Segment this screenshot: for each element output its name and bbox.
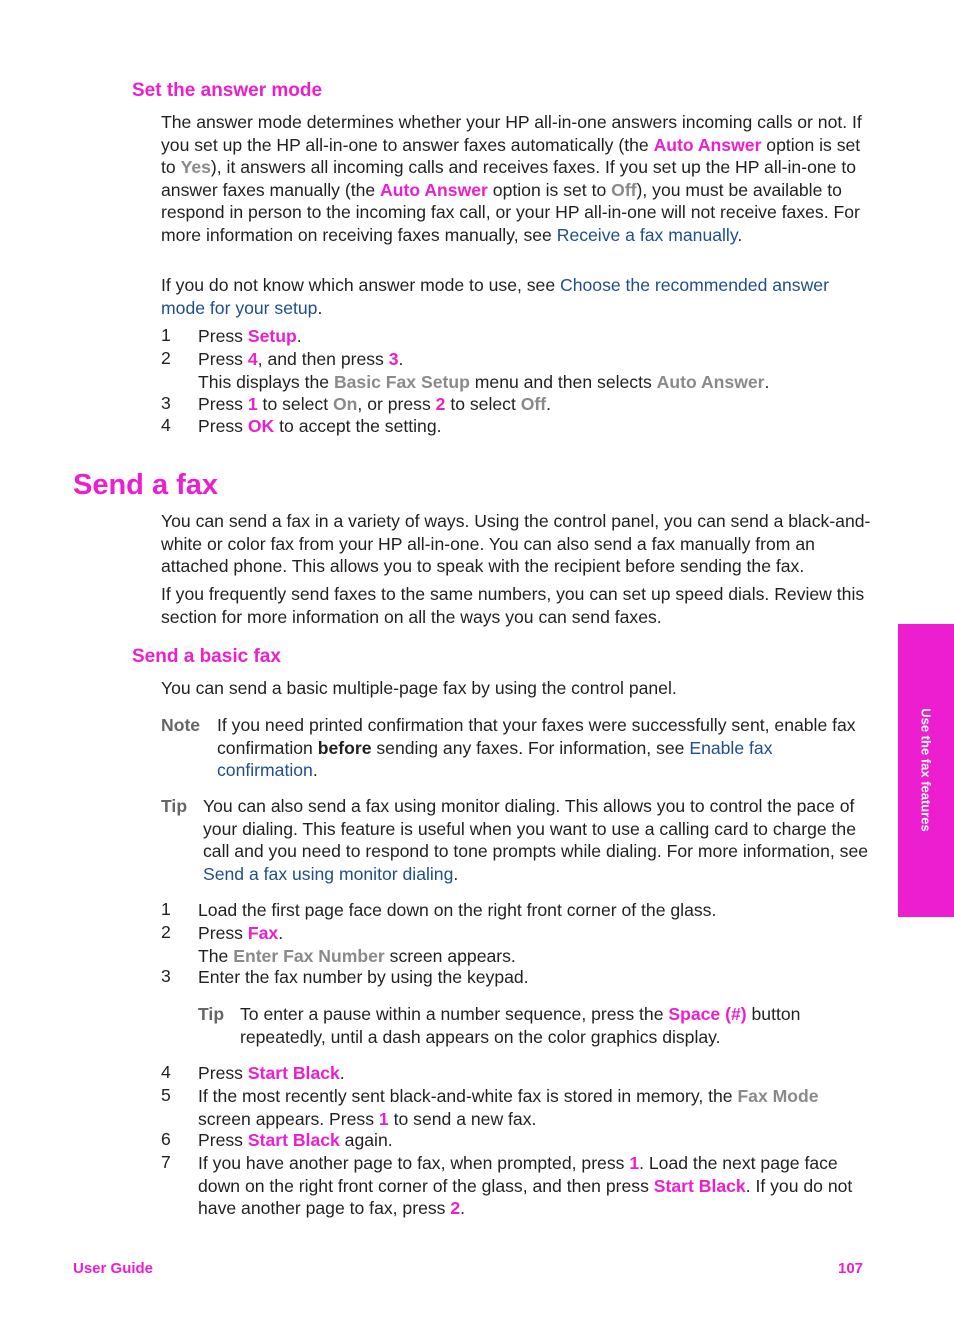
fax-button-term: Fax xyxy=(247,923,279,943)
tip-text xyxy=(240,1003,860,1048)
text: Press xyxy=(198,923,248,943)
text: , or press xyxy=(357,394,436,414)
screen-term: Enter Fax Number xyxy=(233,945,385,966)
text: If you need printed confirmation that your faxes were successfully sent, enable fax confirmation xyxy=(217,715,856,758)
text: If you do not know which answer mode to use, see xyxy=(161,275,561,295)
text: This displays the xyxy=(198,371,334,392)
step-text xyxy=(198,348,870,393)
heading-send-a-fax: Send a fax xyxy=(73,469,219,501)
send-fax-paragraph-1: You can send a fax in a variety of ways. Using the control panel, you can send a black-and-white or color fax from your HP all-in-one. You can also send a fax manually from an attached phone. This allows you to speak with the recipient before sending the fax. xyxy=(161,511,871,577)
text: The xyxy=(198,945,234,966)
text: . xyxy=(764,371,770,392)
step-text xyxy=(198,922,870,967)
option-term: Off xyxy=(520,394,547,414)
side-tab xyxy=(898,624,954,917)
text: . xyxy=(453,863,459,884)
text: . xyxy=(737,224,743,245)
text: Press xyxy=(198,326,248,346)
text: to select xyxy=(445,394,521,414)
space-button-term: Space (#) xyxy=(668,1004,747,1024)
step-text xyxy=(198,415,870,438)
text: ), you must be available to respond in person to the incoming fax call, or your HP all-in-one will not receive faxes. For more information on receiving faxes manually, see xyxy=(161,179,860,245)
text: . xyxy=(460,1198,466,1219)
text: Press xyxy=(198,349,248,369)
step-text xyxy=(198,393,870,416)
text: screen appears. xyxy=(384,945,516,966)
emphasis: before xyxy=(317,737,372,758)
text: . If you do not have another page to fax, press xyxy=(198,1175,853,1219)
text: to accept the setting. xyxy=(274,416,442,436)
side-tab-label: Use the fax features xyxy=(918,708,934,832)
step-number: 3 xyxy=(161,966,171,986)
option-term: On xyxy=(332,394,358,414)
basic-fax-intro: You can send a basic multiple-page fax by using the control panel. xyxy=(161,678,677,698)
text: . xyxy=(546,394,552,414)
step-number: 1 xyxy=(161,325,171,345)
text: . xyxy=(296,326,302,346)
step-number: 6 xyxy=(161,1129,171,1149)
auto-answer-term: Auto Answer xyxy=(380,179,488,200)
text: . xyxy=(278,923,284,943)
text: If you have another page to fax, when prompted, press xyxy=(198,1153,630,1173)
text: Press xyxy=(198,416,248,436)
answer-mode-paragraph xyxy=(161,111,871,247)
start-black-term: Start Black xyxy=(247,1063,340,1083)
step-text xyxy=(198,1129,870,1152)
start-black-term: Start Black xyxy=(247,1130,340,1150)
text: ), it answers all incoming calls and receives faxes. If you set up the HP all-in-one to answer faxes manually (the xyxy=(161,157,856,200)
start-black-term: Start Black xyxy=(653,1175,746,1196)
auto-answer-term: Auto Answer xyxy=(653,134,762,155)
text: If the most recently sent black-and-white fax is stored in memory, the xyxy=(198,1086,738,1106)
send-fax-paragraph-2: If you frequently send faxes to the same numbers, you can set up speed dials. Review this section for more information on all the ways you can send faxes. xyxy=(161,584,865,627)
key-term: 1 xyxy=(378,1108,389,1129)
step-number: 7 xyxy=(161,1152,171,1172)
note-label: Note xyxy=(161,715,201,735)
key-term: 1 xyxy=(247,394,258,414)
tip-label: Tip xyxy=(198,1004,225,1024)
off-term: Off xyxy=(611,179,637,200)
link-enable-fax-confirmation[interactable]: Enable fax confirmation xyxy=(217,737,773,781)
tip-label: Tip xyxy=(161,796,188,816)
step-number: 5 xyxy=(161,1085,171,1105)
text: Press xyxy=(198,1130,248,1150)
step-number: 1 xyxy=(161,899,171,919)
setup-button-term: Setup xyxy=(247,326,297,346)
text: menu and then selects xyxy=(469,371,657,392)
text: option is set to xyxy=(161,134,861,178)
step-text: Load the first page face down on the right front corner of the glass. xyxy=(198,900,717,920)
text: sending any faxes. For information, see xyxy=(371,737,690,758)
step-text: Enter the fax number by using the keypad. xyxy=(198,967,529,987)
tip-text xyxy=(203,795,871,885)
text: The answer mode determines whether your HP all-in-one answers incoming calls or not. If you set up the HP all-in-one to answer faxes automatically (the xyxy=(161,112,862,155)
text: . xyxy=(312,760,318,781)
yes-term: Yes xyxy=(180,157,211,178)
step-number: 2 xyxy=(161,922,171,942)
key-term: 4 xyxy=(247,349,258,369)
text: Press xyxy=(198,394,248,414)
text: button repeatedly, until a dash appears on the color graphics display. xyxy=(240,1004,801,1047)
step-number: 4 xyxy=(161,415,171,435)
link-receive-fax-manually[interactable]: Receive a fax manually xyxy=(556,224,738,245)
step-text xyxy=(198,1152,870,1220)
text: You can also send a fax using monitor dialing. This allows you to control the pace of your dialing. This feature is useful when you want to use a calling card to charge the call and you need to respond to tone prompts while dialing. For more information, see xyxy=(203,796,869,862)
note-text xyxy=(217,714,865,782)
text: . xyxy=(398,349,404,369)
text: to select xyxy=(257,394,333,414)
text: Press xyxy=(198,1063,248,1083)
link-send-fax-monitor-dialing[interactable]: Send a fax using monitor dialing xyxy=(203,863,454,884)
page-number: 107 xyxy=(838,1260,864,1277)
step-number: 2 xyxy=(161,348,171,368)
step-text xyxy=(198,1062,870,1085)
step-number: 3 xyxy=(161,393,171,413)
text: , and then press xyxy=(257,349,389,369)
text: . Load the next page face down on the right front corner of the glass, and then press xyxy=(198,1153,838,1196)
menu-term: Auto Answer xyxy=(656,371,765,392)
key-term: 2 xyxy=(435,394,446,414)
ok-button-term: OK xyxy=(247,416,275,436)
text: screen appears. Press xyxy=(198,1108,379,1129)
key-term: 3 xyxy=(388,349,399,369)
screen-term: Fax Mode xyxy=(737,1086,819,1106)
heading-set-answer-mode: Set the answer mode xyxy=(132,80,323,101)
heading-send-basic-fax: Send a basic fax xyxy=(132,646,281,667)
step-number: 4 xyxy=(161,1062,171,1082)
text: to send a new fax. xyxy=(388,1108,537,1129)
step-text xyxy=(198,325,870,348)
key-term: 1 xyxy=(629,1153,640,1173)
footer-left: User Guide xyxy=(73,1260,154,1277)
link-choose-answer-mode[interactable]: Choose the recommended answer mode for your setup xyxy=(161,275,829,318)
text: option is set to xyxy=(487,179,612,200)
answer-mode-help-paragraph xyxy=(161,274,871,319)
menu-term: Basic Fax Setup xyxy=(333,371,470,392)
text: To enter a pause within a number sequence, press the xyxy=(240,1004,669,1024)
text: . xyxy=(317,297,323,318)
step-text xyxy=(198,1085,870,1130)
text: again. xyxy=(339,1130,393,1150)
key-term: 2 xyxy=(450,1198,461,1219)
text: . xyxy=(339,1063,345,1083)
